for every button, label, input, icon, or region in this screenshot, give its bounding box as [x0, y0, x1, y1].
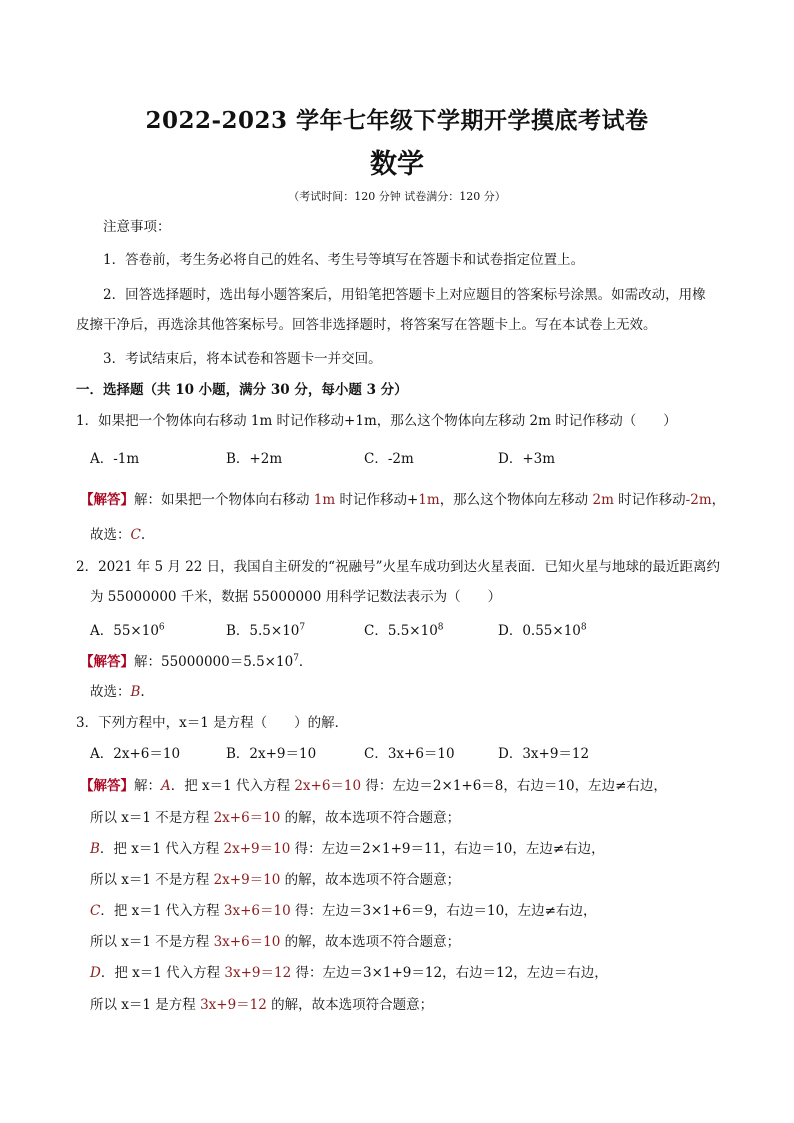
- q1-choice: 故选：C.: [90, 527, 146, 543]
- q3-answer-line-5: C．把 x＝1 代入方程 3x+6＝10 得：左边＝3×1+6＝9，右边＝10，左边≠右边，: [90, 903, 597, 919]
- question-3-stem: 3．下列方程中，x＝1 是方程（ ）的解．: [76, 715, 349, 731]
- q2-option-c: C．$5.5\times 10^8$: [364, 622, 444, 639]
- q3-answer-line-3: B．把 x＝1 代入方程 2x+9＝10 得：左边＝2×1+9＝11，右边＝10，左边≠右边，: [90, 841, 605, 857]
- page-title: 2022-2023 学年七年级下学期开学摸底考试卷: [145, 107, 649, 134]
- q3-answer-line-8: 所以 x＝1 是方程 3x+9＝12 的解，故本选项符合题意；: [90, 997, 434, 1013]
- q3-answer-line-7: D．把 x＝1 代入方程 3x+9＝12 得：左边＝3×1+9＝12，右边＝12，左边＝右边，: [90, 965, 608, 981]
- q1-option-a: A．-1m: [90, 451, 140, 467]
- answer-tag: 【解答】: [80, 654, 134, 670]
- q3-answer-line-1: 【解答】解：A．把 x＝1 代入方程 2x+6＝10 得：左边＝2×1+6＝8，右边＝10，左边≠右边，: [80, 778, 667, 794]
- q1-answer: 【解答】解：如果把一个物体向右移动 1m 时记作移动+1m，那么这个物体向左移动 2m 时记作移动-2m，: [80, 492, 726, 508]
- notice-item-2-line-1: 2．回答选择题时，选出每小题答案后，用铅笔把答题卡上对应题目的答案标号涂黑。如需改动，用橡: [103, 287, 706, 303]
- question-1-stem: 1．如果把一个物体向右移动 1m 时记作移动+1m，那么这个物体向左移动 2m 时记作移动（ ）: [76, 413, 677, 429]
- q2-option-d: D．$0.55\times 10^8$: [498, 622, 587, 639]
- question-2-stem-line-1: 2．2021 年 5 月 22 日，我国自主研发的“祝融号”火星车成功到达火星表面．已知火星与地球的最近距离约: [76, 559, 720, 575]
- notice-item-3: 3．考试结束后，将本试卷和答题卡一并交回。: [103, 351, 382, 367]
- subject-title: 数学: [370, 149, 424, 180]
- section-heading: 一．选择题（共 10 小题，满分 30 分，每小题 3 分）: [76, 382, 408, 398]
- q3-option-a: A．2x+6＝10: [90, 746, 181, 762]
- exam-info: （考试时间：120 分钟 试卷满分：120 分）: [288, 190, 506, 203]
- q3-option-b: B．2x+9＝10: [226, 746, 317, 762]
- q3-option-c: C．3x+6＝10: [364, 746, 455, 762]
- q2-option-a: A．$55\times 10^6$: [90, 622, 165, 639]
- question-2-stem-line-2: 为 55000000 千米，数据 55000000 用科学记数法表示为（ ）: [90, 589, 502, 605]
- q3-answer-line-2: 所以 x＝1 不是方程 2x+6＝10 的解，故本选项不符合题意；: [90, 810, 461, 826]
- q2-answer: 【解答】解：$55000000=5.5\times 10^7$．: [80, 653, 313, 670]
- q3-option-d: D．3x+9＝12: [498, 746, 590, 762]
- q1-option-b: B．+2m: [226, 451, 283, 467]
- q1-option-d: D．+3m: [498, 451, 556, 467]
- q2-choice: 故选：B.: [90, 684, 145, 700]
- q2-option-b: B．$5.5\times 10^7$: [226, 622, 306, 639]
- q3-answer-line-6: 所以 x＝1 不是方程 3x+6＝10 的解，故本选项不符合题意；: [90, 934, 461, 950]
- notice-heading: 注意事项：: [103, 219, 171, 235]
- notice-item-2-line-2: 皮擦干净后，再选涂其他答案标号。回答非选择题时，将答案写在答题卡上。写在本试卷上无效。: [76, 317, 657, 333]
- q3-answer-line-4: 所以 x＝1 不是方程 2x+9＝10 的解，故本选项不符合题意；: [90, 872, 461, 888]
- answer-tag: 【解答】: [80, 778, 134, 794]
- q1-option-c: C．-2m: [364, 451, 414, 467]
- answer-tag: 【解答】: [80, 492, 134, 508]
- notice-item-1: 1．答卷前，考生务必将自己的姓名、考生号等填写在答题卡和试卷指定位置上。: [103, 252, 585, 268]
